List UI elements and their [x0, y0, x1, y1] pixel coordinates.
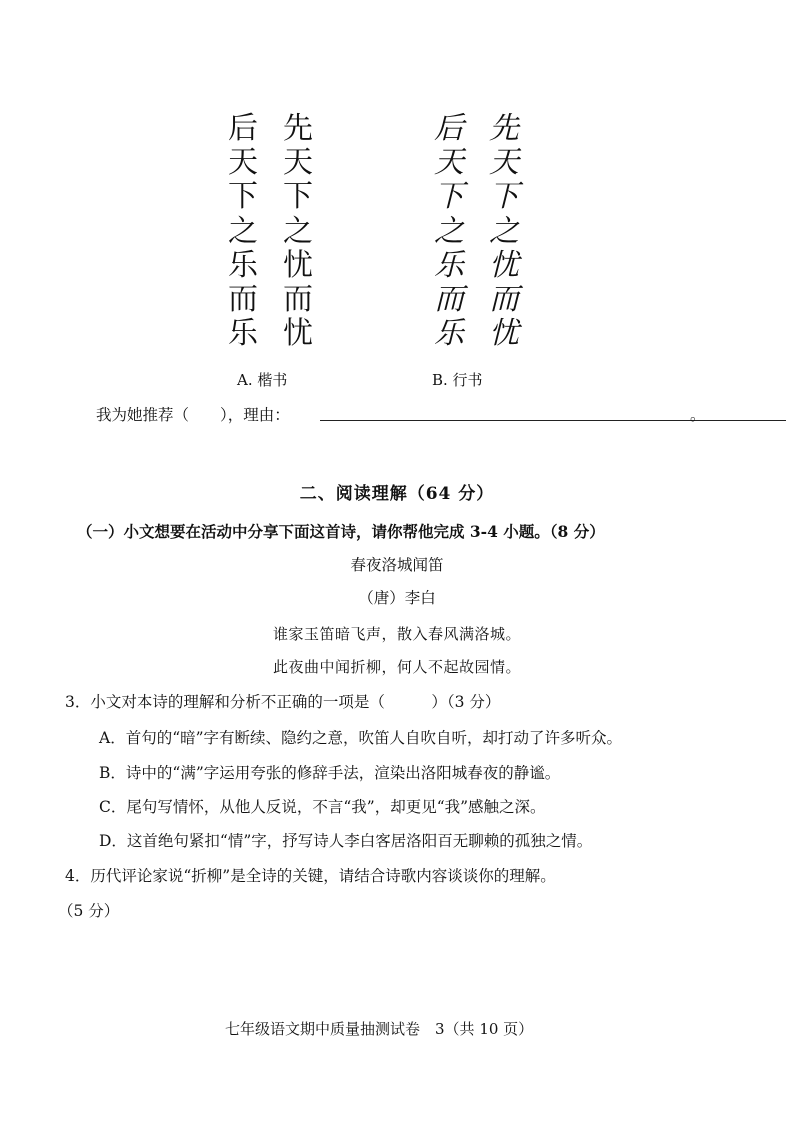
kaishu-char: 忧	[283, 247, 313, 283]
kaishu-left-column	[228, 112, 283, 351]
xingshu-char: 之	[434, 213, 464, 249]
xingshu-sample	[434, 112, 544, 351]
xingshu-char: 先	[489, 111, 519, 146]
xingshu-char: 之	[489, 213, 519, 249]
kaishu-char: 而	[228, 281, 258, 317]
kaishu-sample	[228, 112, 338, 351]
poem-line: 谁家玉笛暗飞声，散入春风满洛城。	[272, 625, 521, 643]
kaishu-char: 天	[228, 145, 258, 181]
kaishu-char: 之	[283, 213, 313, 249]
xingshu-char: 下	[434, 179, 464, 215]
xingshu-char: 而	[489, 281, 519, 317]
poem-title: 春夜洛城闻笛	[350, 556, 444, 574]
option-b-label: B. 行书	[432, 371, 483, 389]
kaishu-char: 之	[228, 213, 258, 249]
xingshu-right-column	[489, 112, 544, 351]
kaishu-char: 下	[283, 179, 313, 215]
question-3-option-b: B．诗中的“满”字运用夸张的修辞手法，渲染出洛阳城春夜的静谧。	[99, 764, 561, 782]
xingshu-char: 下	[489, 179, 519, 215]
subsection-title: （一）小文想要在活动中分享下面这首诗，请你帮他完成 3-4 小题。（8 分）	[77, 522, 605, 541]
xingshu-char: 忧	[489, 247, 519, 283]
question-3-option-d: D．这首绝句紧扣“情”字，抒写诗人李白客居洛阳百无聊赖的孤独之情。	[99, 832, 593, 850]
xingshu-char: 天	[434, 145, 464, 181]
question-4-stem: 4．历代评论家说“折柳”是全诗的关键，请结合诗歌内容谈谈你的理解。	[65, 867, 556, 885]
kaishu-char: 先	[283, 111, 313, 146]
question-3-option-a: A．首句的“暗”字有断续、隐约之意，吹笛人自吹自听，却打动了许多听众。	[99, 729, 623, 747]
question-3-option-c: C．尾句写情怀，从他人反说，不言“我”，却更见“我”感触之深。	[99, 798, 546, 816]
kaishu-char: 而	[283, 281, 313, 317]
xingshu-char: 天	[489, 145, 519, 181]
question-4-score: （5 分）	[58, 902, 120, 920]
xingshu-char: 乐	[434, 316, 464, 352]
xingshu-char: 忧	[489, 316, 519, 352]
recommend-line	[96, 403, 716, 427]
section-title: 二、阅读理解（64 分）	[299, 484, 495, 504]
question-3-stem: 3．小文对本诗的理解和分析不正确的一项是（ ）（3 分）	[65, 693, 501, 711]
kaishu-char: 天	[283, 145, 313, 181]
kaishu-char: 乐	[228, 316, 258, 352]
answer-blank[interactable]	[320, 420, 786, 421]
xingshu-char: 后	[434, 111, 464, 146]
page-footer: 七年级语文期中质量抽测试卷 3（共 10 页）	[225, 1020, 534, 1038]
recommend-suffix: 。	[690, 406, 706, 424]
xingshu-char: 而	[434, 281, 464, 317]
xingshu-left-column	[434, 112, 489, 351]
kaishu-right-column	[283, 112, 338, 351]
option-a-label: A. 楷书	[237, 371, 288, 389]
xingshu-char: 乐	[434, 247, 464, 283]
recommend-prefix: 我为她推荐（ ），理由：	[96, 406, 290, 424]
poem-line: 此夜曲中闻折柳，何人不起故园情。	[272, 658, 521, 676]
kaishu-char: 下	[228, 179, 258, 215]
kaishu-char: 忧	[283, 316, 313, 352]
kaishu-char: 后	[228, 111, 258, 146]
kaishu-char: 乐	[228, 247, 258, 283]
poem-author: （唐）李白	[358, 589, 436, 607]
